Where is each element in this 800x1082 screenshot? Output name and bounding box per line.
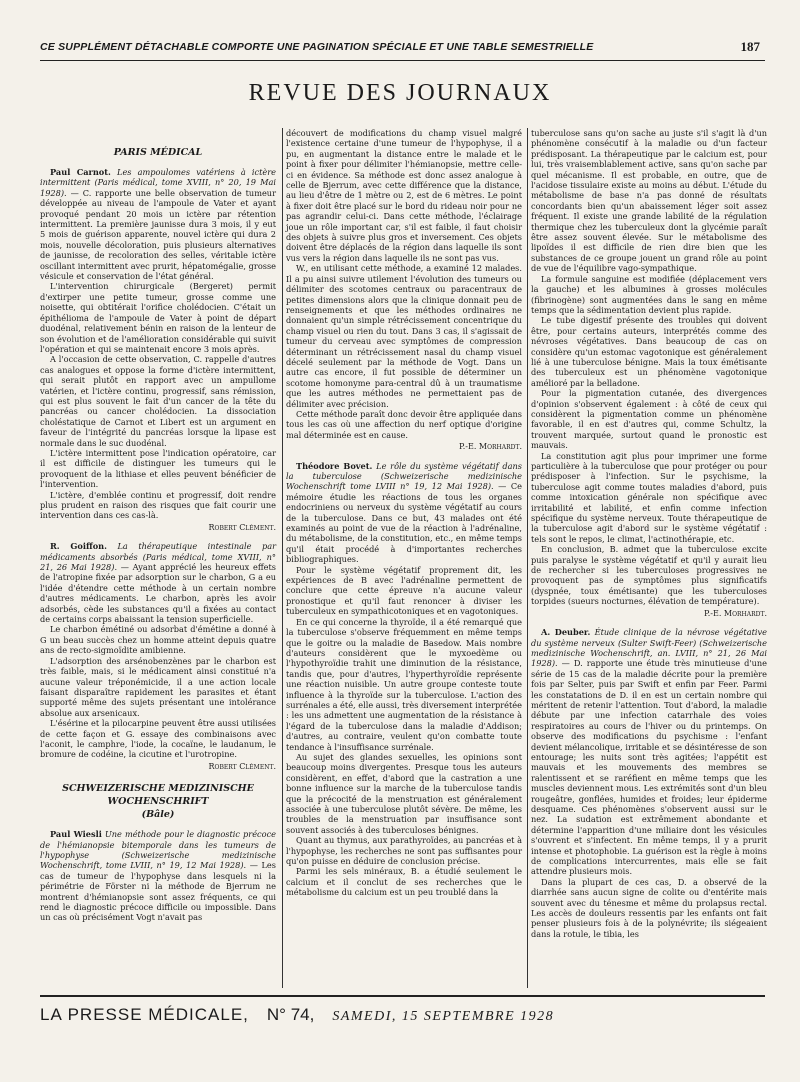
article-paragraph: L'ictère intermittent pose l'indication opératoire, car il est difficile de distinguer les tumeurs qui le provoquent de la lithiase et elles peuvent bénéficier de l'intervention.: [40, 447, 276, 490]
article-reference: (Paris médical, tome XVIII, n° 21, 26 Mai 1928).: [40, 551, 276, 573]
column-divider: [527, 128, 528, 988]
journal-name: LA PRESSE MÉDICALE,: [40, 1005, 249, 1024]
article-paragraph: découvert de modifications du champ visuel malgré l'existence certaine d'une tumeur de l'hypophyse, il a pu, en augmentant la distance entre le malade et le point à fixer pour délimiter l'hémianopsie, mettre celle-ci en évidence. Sa méthode est donc assez analogue à celle de Bjerrum, avec cette différence que la distance, au lieu d'être de 1 mètre ou 2, est de 6 mètres. Le point à fixer doit être placé sur le bord du rideau noir pour ne pas agrandir celui-ci. Dans cette méthode, l'éclairage joue un rôle important car, s'il est faible, il faut choisir des objets à suivre plus gros et inversement. Ces objets doivent être déplacés de la région dans laquelle ils sont vus vers la région dans laquelle ils ne sont pas vus.: [286, 128, 522, 263]
article-title: Les ampoulomes vatériens à ictère intermittent: [40, 167, 276, 188]
footer-rule: [40, 995, 765, 997]
article-signature: Robert Clément.: [208, 522, 276, 532]
article-paragraph: La formule sanguine est modifiée (déplacement vers la gauche) et les albumines à grosses molécules (fibrinogène) sont augmentées dans le sang en même temps que la sédimentation devient plus rapide.: [531, 273, 767, 315]
article-heading: [531, 627, 767, 877]
column-3: [531, 128, 767, 939]
article-author: Théodore Bovet.: [296, 460, 373, 471]
column-1: [40, 128, 276, 923]
article-paragraph: Parmi les sels minéraux, B. a étudié seulement le calcium et il conclut de ses recherches que le métabolisme du calcium est un peu troublé dans la: [286, 866, 522, 898]
supplement-note: CE SUPPLÉMENT DÉTACHABLE COMPORTE UNE PAGINATION SPÉCIALE ET UNE TABLE SEMESTRIELLE: [40, 41, 594, 53]
article-signature: P.-E. Morhardt.: [704, 608, 767, 618]
article-signature: Robert Clément.: [208, 761, 276, 771]
article-paragraph: L'ésérine et la pilocarpine peuvent être aussi utilisées de cette façon et G. essaye des combinaisons avec l'aconit, le camphre, l'iode, la cocaïne, le laudanum, le bromure de codéine, la cicutine et l'urotropine.: [40, 718, 276, 760]
article-paragraph: Quant au thymus, aux parathyroïdes, au pancréas et à l'hypophyse, les recherches ne sont pas suffisantes pour qu'on puisse en déduire de conclusion précise.: [286, 835, 522, 867]
article-title: Le rôle du système végétatif dans la tuberculose: [286, 460, 523, 481]
article-author: Paul Carnot.: [50, 167, 111, 177]
article-heading: [40, 829, 276, 923]
article-reference: (Schweizerische medizinische Wochenschrift, an. LVIII, n° 21, 26 Mai 1928).: [531, 637, 767, 669]
article-paragraph: L'ictère, d'emblée continu et progressif, doit rendre plus prudent en raison des risques que fait courir une intervention dans ces cas-là.: [40, 489, 276, 521]
page-title: REVUE DES JOURNAUX: [248, 80, 552, 106]
article-paragraph: En conclusion, B. admet que la tuberculose excite puis paralyse le système végétatif et qu'il y aurait lieu de rechercher si les tuberculoses progressives ne provoquent pas de symptômes plus significatifs (dyspnée, toux émétisante) que les tuberculoses torpides (sueurs nocturnes, élévation de température).: [531, 544, 767, 607]
article-heading: [40, 541, 276, 624]
supplement-banner: [40, 36, 760, 58]
article-paragraph: W., en utilisant cette méthode, a examiné 12 malades. Il a pu ainsi suivre utilement l'évolution des tumeurs ou délimiter des scotomes centraux ou paracentraux de petites dimensions alors que la clinique donnait peu de renseignements et que les méthodes ordinaires ne donnaient qu'un simple rétrécissement concentrique du champ visuel ou rien du tout. Dans 3 cas, il s'agissait de tumeur du cerveau avec symptômes de compression déterminant un rétrécissement nasal du champ visuel décelé seulement par la méthode de Vogt. Dans un autre cas encore, il fut possible de déterminer un scotome homonyme para-central dû à un traumatisme que les autres méthodes ne permettaient pas de délimiter avec précision.: [286, 263, 522, 409]
article-title: Étude clinique de la névrose végétative du système nerveux (Sulter Swift-Feer): [531, 627, 767, 648]
header-rule: [40, 60, 765, 61]
section-subheading-city: (Bâle): [141, 809, 175, 821]
article-heading: [286, 461, 522, 565]
article-paragraph: L'intervention chirurgicale (Bergeret) permit d'extirper une petite tumeur, grosse comme une noisette, qui obtitérait l'orifice cholédocien. C'était un épithélioma de l'ampoule de Vater à point de départ duodénal, relativement bénin en raison de la lenteur de son évolution et de l'amélioration considérable qui suivit l'opération et qui se maintenait encore 3 mois après.: [40, 281, 276, 354]
article-paragraph: L'adsorption des arsénobenzènes par le charbon est très faible, mais, si le médicament ainsi constitué n'a aucune valeur tréponémicide, il a une action locale faisant disparaître rapidement les parasites et étant supporté même des sujets présentant une intolérance absolue aux arsenicaux.: [40, 655, 276, 718]
page-number: 187: [740, 39, 760, 54]
article-paragraph: tuberculose sans qu'on sache au juste s'il s'agit là d'un phénomène consécutif à la maladie ou d'un facteur prédisposant. La thérapeutique par le calcium est, pour lui, très vraisemblablement active, sans qu'on sache par quel mécanisme. Il est probable, en outre, que de l'acidose tissulaire existe au moins au début. L'étude du métabolisme de base n'a pas donné de résultats concordants bien qu'un abaissement léger soit assez fréquent. Il existe une grande labilité de la régulation thermique chez les tuberculeux dont la glycémie paraît être assez souvent élevée. Sur le métabolisme des lipoïdes il est difficile de rien dire bien que les substances de ce groupe jouent un grand rôle au point de vue de l'équilibre vago-sympathique.: [531, 128, 767, 274]
article-paragraph: Cette méthode paraît donc devoir être appliquée dans tous les cas où une affection du nerf optique d'origine mal déterminée est en cause.: [286, 408, 522, 440]
article-paragraph: Dans la plupart de ces cas, D. a observé de la diarrhée sans aucun signe de colite ou d'entérite mais souvent avec du ténesme et même du prolapsus rectal. Les accès de douleurs ressentis par les enfants ont fait penser plusieurs fois à de la polynévrite; ils siégeaient dans la rotule, le tibia, les: [531, 876, 767, 939]
issue-date: SAMEDI, 15 SEPTEMBRE 1928: [332, 1009, 555, 1024]
article-paragraph: — C. rapporte une belle observation de tumeur développée au niveau de l'ampoule de Vater et ayant provoqué pendant 20 mois un ictère par rétention intermittent. La première jaunisse dura 3 mois, il y eut 5 mois de guérison apparente, nouvel ictère qui dura 2 mois, nouvelle décoloration, puis plusieurs alternatives de jaunisse, de recoloration des selles, véritable ictère oscillant intermittent avec prurit, hépatomégalie, grosse vésicule et conservation de l'état général.: [40, 187, 276, 282]
article-reference: (Paris médical, tome XVIII, n° 20, 19 Mai 1928).: [40, 177, 277, 198]
article-paragraph: En ce qui concerne la thyroïde, il a été remarqué que la tuberculose s'observe fréquemment en même temps que le goitre ou la maladie de Basedow. Mais nombre d'auteurs considèrent que le myxoedème ou l'hypothyroïdie trahit une diminution de la résistance, tandis que, pour d'autres, l'hyperthyroïdie représente une réaction nuisible. Un autre groupe conteste toute influence à la thyroïde sur la tuberculose. L'action des surrénales a été, elle aussi, très diversement interprétée : les uns admettent une augmentation de la résistance à l'égard de la tuberculose dans la maladie d'Addison; d'autres, au contraire, veulent qu'on combatte toute tendance à l'insuffisance surrénale.: [286, 616, 522, 752]
page-footer: [40, 1005, 760, 1025]
article-signature: P.-E. Morhardt.: [459, 442, 522, 452]
article-title: La thérapeutique intestinale par médicaments absorbés: [40, 541, 276, 562]
article-heading: [40, 167, 276, 281]
section-heading-swiss-weekly: SCHWEIZERISCHE MEDIZINISCHE WOCHENSCHRIFT: [62, 783, 254, 808]
article-paragraph: — D. rapporte une étude très minutieuse d'une série de 15 cas de la maladie décrite pour la première fois par Selter, puis par Swift et enfin par Feer. Parmi les constatations de D. il en est un certain nombre qui méritent de retenir l'attention. Tout d'abord, la maladie débute par une infection catarrhale des voies respiratoires au cours de l'hiver ou du printemps. On observe des modifications du psychisme : l'enfant devient mélancolique, irritable et se désintéresse de son entourage; les nuits sont très agitées; l'appétit est mauvais et les mouvements des membres se ralentissent et se raréfient en même temps que les muscles deviennent mous. Les extrémités sont d'un bleu rougeâtre, gonflées, humides et froides; leur épiderme desquame. Ces phénomènes s'observent aussi sur le nez. La sudation est extrêmement abondante et détermine l'apparition d'une miliaire dont les vésicules s'ouvrent et s'infectent. En même temps, il y a prurit intense et photophobie. La guérison est la règle à moins de complications intercurrentes, mais elle se fait attendre plusieurs mois.: [531, 658, 768, 877]
article-paragraph: La constitution agit plus pour imprimer une forme particulière à la tuberculose que pour protéger ou pour prédisposer à l'infection. Sur le psychisme, la tuberculose agit comme toutes maladies d'abord, puis comme intoxication générale non spécifique avec irritabilité et labilité, et enfin comme infection spécifique du système nerveux. Toute thérapeutique de la tuberculose agit d'abord sur le système végétatif : tels sont le repos, le climat, l'actinothérapie, etc.: [531, 450, 767, 544]
article-reference: (Schweizerische medizinische Wochenschrift tome LVIII n° 19, 12 Mai 1928).: [286, 471, 522, 492]
article-author: Paul Wiesli: [50, 829, 102, 840]
article-paragraph: Pour le système végétatif proprement dit, les expériences de B avec l'adrénaline permettent de conclure que cette épreuve n'a aucune valeur pronostique et qu'il faut renoncer à diviser les tuberculeux en sympathicotoniques et en vagotoniques.: [286, 564, 522, 617]
article-paragraph: — Les cas de tumeur de l'hypophyse dans lesquels ni la périmétrie de Förster ni la méthode de Bjerrum ne montrent d'hémianopsie sont assez fréquents, ce qui rend le diagnostic précoce difficile ou impossible. Dans un cas où précisément Vogt n'avait pas: [40, 860, 276, 923]
article-title: Une méthode pour le diagnostic précoce de l'hémianopsie bitemporale dans les tumeurs de l'hypophyse: [40, 829, 276, 860]
article-author: A. Deuber.: [541, 627, 591, 638]
article-paragraph: Pour la pigmentation cutanée, des divergences d'opinion s'observent également : à côté de ceux qui considèrent la pigmentation comme un phénomène favorable, il en est d'autres qui, comme Schultz, la trouvent marquée, surtout quand le pronostic est mauvais.: [531, 388, 767, 451]
column-divider: [282, 128, 283, 988]
article-paragraph: Le charbon émétiné ou adsorbat d'émétine a donné à G un beau succès chez un homme atteint depuis quatre ans de recto-sigmoïdite amibienne.: [40, 624, 276, 656]
section-heading-paris-medical: PARIS MÉDICAL: [113, 147, 203, 158]
article-paragraph: Au sujet des glandes sexuelles, les opinions sont beaucoup moins divergentes. Presque tous les auteurs considèrent, en effet, d'abord que la castration a une bonne influence sur la marche de la tuberculose tandis que la précocité de la menstruation est généralement associée à une tuberculose plutôt sévère. De même, les troubles de la menstruation par insuffisance sont souvent associés à des tuberculoses bénignes.: [286, 751, 522, 835]
issue-number: N° 74,: [266, 1005, 315, 1024]
column-2: [286, 128, 522, 898]
article-author: R. Goiffon.: [50, 541, 107, 552]
article-paragraph: A l'occasion de cette observation, C. rappelle d'autres cas analogues et oppose la forme d'ictère intermittent, qui serait plutôt en rapport avec un ampullome vatérien, et l'ictère continu, progressif, sans rémission, qui est plus souvent le fait d'un cancer de la tête du pancréas ou cancer cholédocien. La dissociation choléstatique de Carnot et Libert est un argument en faveur de l'intégrité du pancréas lorsque la lipase est normale dans le suc duodénal.: [40, 354, 276, 448]
article-paragraph: Le tube digestif présente des troubles qui doivent être, pour certains auteurs, interprétés comme des névroses végétatives. Dans beaucoup de cas on considère qu'un estomac vagotonique est généralement lié à une tuberculose bénigne. Mais la toux émétisante des tuberculeux est un phénomène vagotonique amélioré par la belladone.: [531, 315, 767, 388]
article-paragraph: — Ce mémoire étudie les réactions de tous les organes endocriniens ou nerveux du système végétatif au cours de la tuberculose. Dans ce but, 43 malades ont été examinés au point de vue de la réaction à l'adrénaline, du métabolisme, de la constitution, etc., en même temps qu'il était procédé à d'importantes recherches bibliographiques.: [286, 481, 522, 565]
article-paragraph: — Ayant apprécié les heureux effets de l'atropine fixée par adsorption sur le charbon, G a eu l'idée d'étendre cette méthode à un certain nombre d'autres médicaments. Le charbon, après les avoir adsorbés, cède les substances qu'il a fixées au contact de certains corps abaissant la tension superficielle.: [40, 562, 276, 625]
article-reference: (Schweizerische medizinische Wochenschrift, tome LVIII, n° 19, 12 Mai 1928).: [40, 849, 276, 871]
